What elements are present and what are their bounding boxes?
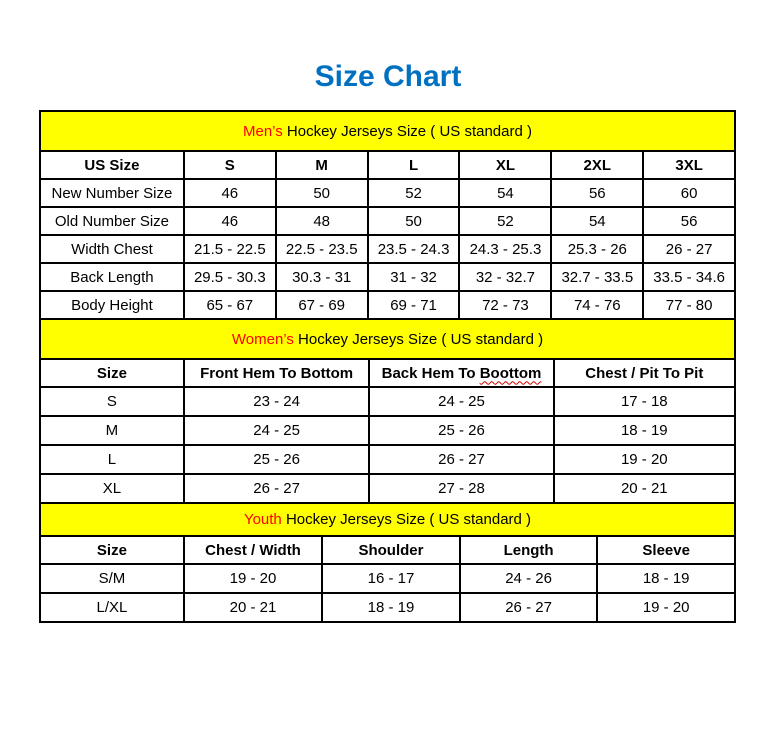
womens-cell: 24 - 25 [184, 416, 370, 445]
womens-cell: 25 - 26 [184, 445, 370, 474]
youth-col-header-length: Length [460, 536, 598, 564]
mens-cell: 32 - 32.7 [459, 263, 551, 291]
womens-cell: 24 - 25 [369, 387, 553, 416]
mens-cell: 56 [643, 207, 735, 235]
youth-row-label: L/XL [40, 593, 184, 622]
mens-col-header-2xl: 2XL [551, 151, 643, 179]
size-chart [39, 110, 736, 623]
youth-cell: 18 - 19 [322, 593, 460, 622]
mens-cell: 74 - 76 [551, 291, 643, 319]
table-row [40, 474, 735, 503]
youth-cell: 20 - 21 [184, 593, 322, 622]
mens-row-label: Body Height [40, 291, 184, 319]
womens-cell: 17 - 18 [554, 387, 735, 416]
youth-cell: 16 - 17 [322, 564, 460, 593]
womens-cell: 26 - 27 [369, 445, 553, 474]
mens-cell: 65 - 67 [184, 291, 276, 319]
youth-cell: 24 - 26 [460, 564, 598, 593]
womens-cell: 27 - 28 [369, 474, 553, 503]
youth-cell: 19 - 20 [597, 593, 735, 622]
womens-row-label: S [40, 387, 184, 416]
womens-col-header-size: Size [40, 359, 184, 387]
womens-cell: 18 - 19 [554, 416, 735, 445]
mens-size-table [39, 110, 736, 320]
womens-col-header-front-hem: Front Hem To Bottom [184, 359, 370, 387]
womens-cell: 19 - 20 [554, 445, 735, 474]
page-title: Size Chart [314, 60, 462, 93]
mens-cell: 50 [368, 207, 460, 235]
youth-section-highlight: Youth [243, 511, 282, 528]
mens-cell: 46 [184, 207, 276, 235]
youth-row-label: S/M [40, 564, 184, 593]
mens-cell: 29.5 - 30.3 [184, 263, 276, 291]
mens-cell: 56 [551, 179, 643, 207]
mens-col-header-s: S [184, 151, 276, 179]
misspelled-word: Boottom [479, 364, 542, 382]
mens-row-label: New Number Size [40, 179, 184, 207]
youth-header-row [40, 536, 735, 564]
mens-cell: 26 - 27 [643, 235, 735, 263]
womens-section-title [40, 319, 735, 359]
mens-cell: 46 [184, 179, 276, 207]
mens-col-header-xl: XL [459, 151, 551, 179]
mens-cell: 21.5 - 22.5 [184, 235, 276, 263]
mens-section-title [40, 111, 735, 151]
mens-cell: 52 [459, 207, 551, 235]
womens-col-header-chest: Chest / Pit To Pit [554, 359, 735, 387]
table-row [40, 416, 735, 445]
mens-cell: 33.5 - 34.6 [643, 263, 735, 291]
mens-col-header-us-size: US Size [40, 151, 184, 179]
womens-cell: 23 - 24 [184, 387, 370, 416]
mens-row-label: Width Chest [40, 235, 184, 263]
mens-cell: 50 [276, 179, 368, 207]
mens-cell: 30.3 - 31 [276, 263, 368, 291]
mens-row-label: Back Length [40, 263, 184, 291]
mens-cell: 67 - 69 [276, 291, 368, 319]
mens-cell: 77 - 80 [643, 291, 735, 319]
womens-cell: 26 - 27 [184, 474, 370, 503]
mens-cell: 48 [276, 207, 368, 235]
womens-row-label: L [40, 445, 184, 474]
table-row [40, 263, 735, 291]
womens-col-header-back-hem [369, 359, 553, 387]
womens-size-table [39, 318, 736, 504]
youth-size-table [39, 502, 736, 623]
womens-row-label: M [40, 416, 184, 445]
youth-col-header-sleeve: Sleeve [597, 536, 735, 564]
table-row [40, 291, 735, 319]
mens-row-label: Old Number Size [40, 207, 184, 235]
youth-cell: 26 - 27 [460, 593, 598, 622]
mens-section-title-rest: Hockey Jerseys Size ( US standard ) [282, 122, 532, 140]
mens-cell: 22.5 - 23.5 [276, 235, 368, 263]
mens-cell: 52 [368, 179, 460, 207]
mens-col-header-l: L [368, 151, 460, 179]
womens-section-title-rest: Hockey Jerseys Size ( US standard ) [293, 330, 544, 348]
back-hem-prefix: Back Hem To [381, 364, 480, 382]
mens-section-highlight: Men’s [242, 122, 283, 140]
mens-section-band [40, 111, 735, 151]
womens-cell: 20 - 21 [554, 474, 735, 503]
youth-col-header-shoulder: Shoulder [322, 536, 460, 564]
womens-section-band [40, 319, 735, 359]
mens-header-row [40, 151, 735, 179]
table-row [40, 593, 735, 622]
womens-row-label: XL [40, 474, 184, 503]
mens-cell: 31 - 32 [368, 263, 460, 291]
youth-col-header-size: Size [40, 536, 184, 564]
table-row [40, 387, 735, 416]
mens-cell: 69 - 71 [368, 291, 460, 319]
mens-cell: 72 - 73 [459, 291, 551, 319]
womens-section-highlight: Women’s [231, 330, 294, 348]
mens-cell: 23.5 - 24.3 [368, 235, 460, 263]
mens-cell: 24.3 - 25.3 [459, 235, 551, 263]
mens-col-header-m: M [276, 151, 368, 179]
mens-cell: 60 [643, 179, 735, 207]
table-row [40, 235, 735, 263]
table-row [40, 445, 735, 474]
table-row [40, 207, 735, 235]
youth-col-header-chest: Chest / Width [184, 536, 322, 564]
womens-cell: 25 - 26 [369, 416, 553, 445]
mens-cell: 54 [459, 179, 551, 207]
youth-section-title [40, 503, 735, 536]
youth-section-band [40, 503, 735, 536]
mens-cell: 25.3 - 26 [551, 235, 643, 263]
youth-cell: 18 - 19 [597, 564, 735, 593]
table-row [40, 564, 735, 593]
mens-col-header-3xl: 3XL [643, 151, 735, 179]
mens-cell: 54 [551, 207, 643, 235]
youth-cell: 19 - 20 [184, 564, 322, 593]
mens-cell: 32.7 - 33.5 [551, 263, 643, 291]
womens-header-row [40, 359, 735, 387]
table-row [40, 179, 735, 207]
youth-section-title-rest: Hockey Jerseys Size ( US standard ) [281, 511, 532, 528]
